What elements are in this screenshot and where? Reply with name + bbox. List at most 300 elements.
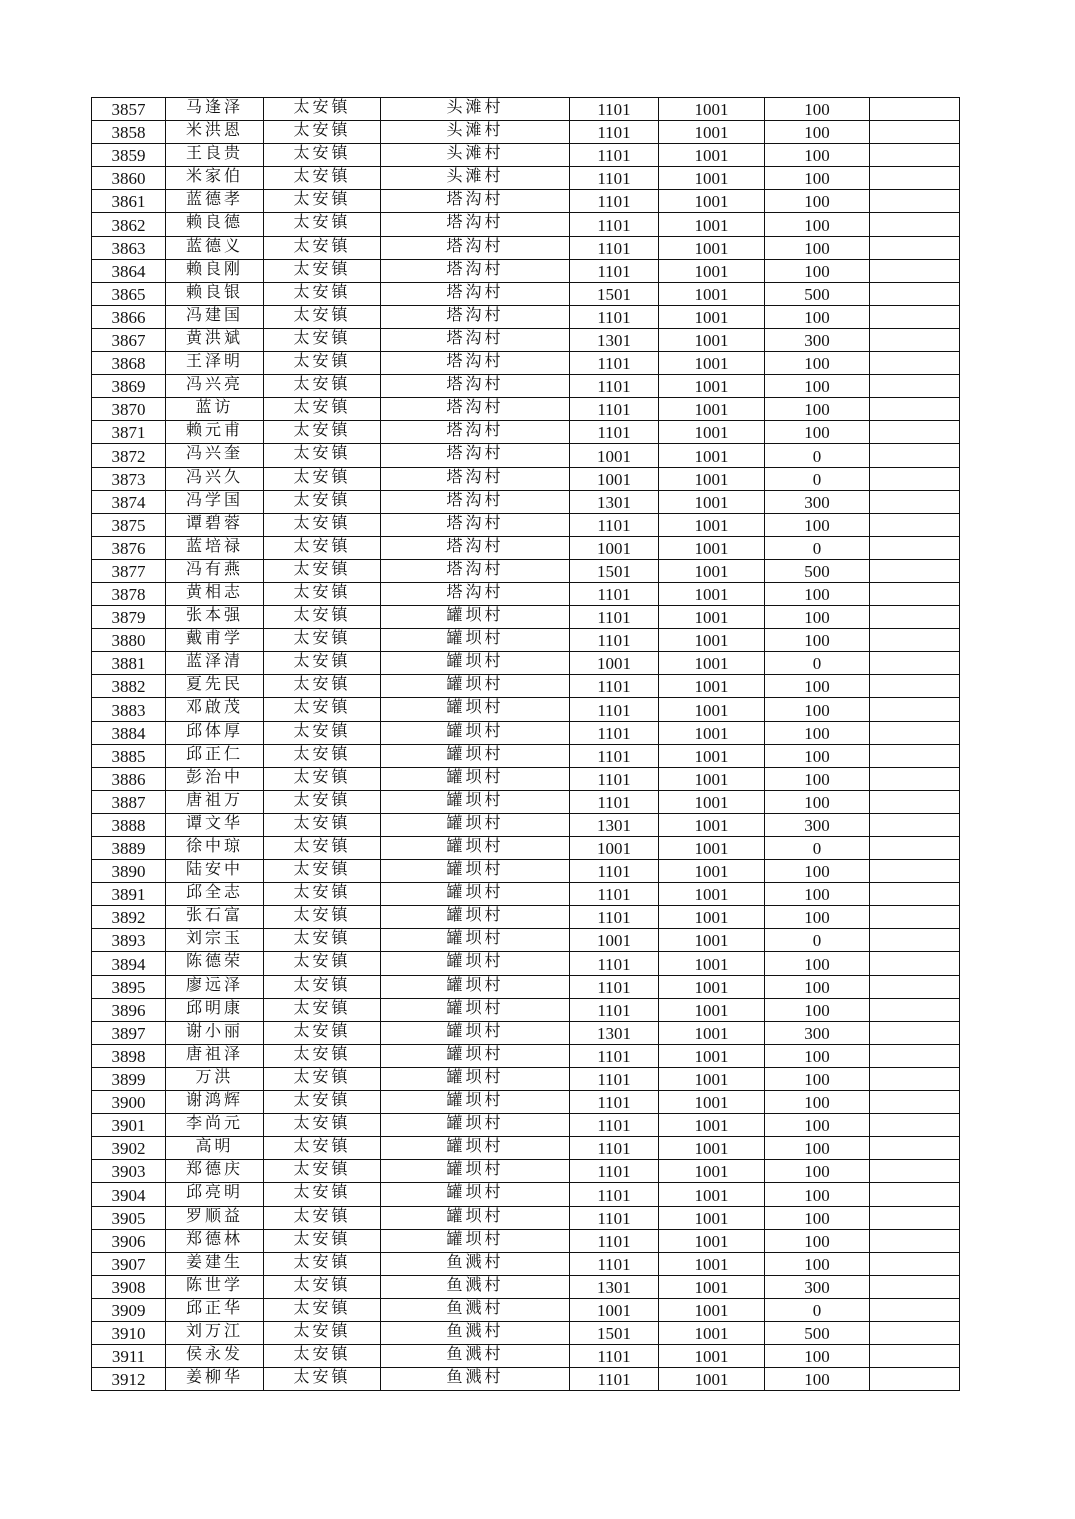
amount-cell: 0 [765,652,870,675]
code-a-cell: 1501 [570,1321,659,1344]
row-number-cell: 3871 [92,421,166,444]
remark-cell [870,121,960,144]
person-name-cell: 罗顺益 [166,1206,264,1229]
row-number-cell: 3908 [92,1275,166,1298]
table-row [92,629,960,652]
row-number-cell: 3891 [92,883,166,906]
code-a-cell: 1101 [570,883,659,906]
amount-cell: 100 [765,698,870,721]
amount-cell: 300 [765,1275,870,1298]
row-number-cell: 3909 [92,1298,166,1321]
amount-cell: 500 [765,282,870,305]
table-row [92,1183,960,1206]
amount-cell: 100 [765,1160,870,1183]
village-cell: 罐坝村 [381,1137,570,1160]
code-a-cell: 1101 [570,98,659,121]
town-cell: 太安镇 [264,721,381,744]
remark-cell [870,652,960,675]
town-cell: 太安镇 [264,998,381,1021]
person-name-cell: 陈德荣 [166,952,264,975]
row-number-cell: 3860 [92,167,166,190]
code-a-cell: 1101 [570,1044,659,1067]
town-cell: 太安镇 [264,352,381,375]
records-table [91,97,960,1391]
remark-cell [870,282,960,305]
remark-cell [870,352,960,375]
town-cell: 太安镇 [264,1321,381,1344]
remark-cell [870,1206,960,1229]
code-a-cell: 1101 [570,398,659,421]
row-number-cell: 3900 [92,1091,166,1114]
code-a-cell: 1001 [570,467,659,490]
amount-cell: 0 [765,1298,870,1321]
remark-cell [870,259,960,282]
code-a-cell: 1001 [570,1298,659,1321]
code-a-cell: 1301 [570,490,659,513]
town-cell: 太安镇 [264,282,381,305]
code-b-cell: 1001 [659,236,765,259]
person-name-cell: 赖元甫 [166,421,264,444]
remark-cell [870,1183,960,1206]
person-name-cell: 冯建国 [166,305,264,328]
row-number-cell: 3890 [92,860,166,883]
village-cell: 罐坝村 [381,1114,570,1137]
village-cell: 塔沟村 [381,421,570,444]
village-cell: 头滩村 [381,121,570,144]
table-row [92,1067,960,1090]
remark-cell [870,1114,960,1137]
village-cell: 罐坝村 [381,767,570,790]
remark-cell [870,767,960,790]
amount-cell: 100 [765,236,870,259]
person-name-cell: 唐祖万 [166,790,264,813]
village-cell: 塔沟村 [381,398,570,421]
village-cell: 塔沟村 [381,467,570,490]
table-row [92,698,960,721]
code-a-cell: 1101 [570,1114,659,1137]
village-cell: 罐坝村 [381,952,570,975]
row-number-cell: 3881 [92,652,166,675]
code-a-cell: 1301 [570,328,659,351]
code-b-cell: 1001 [659,1252,765,1275]
amount-cell: 100 [765,1345,870,1368]
row-number-cell: 3861 [92,190,166,213]
town-cell: 太安镇 [264,929,381,952]
code-b-cell: 1001 [659,328,765,351]
town-cell: 太安镇 [264,513,381,536]
table-row [92,513,960,536]
person-name-cell: 张石富 [166,906,264,929]
town-cell: 太安镇 [264,375,381,398]
person-name-cell: 张本强 [166,606,264,629]
row-number-cell: 3905 [92,1206,166,1229]
code-b-cell: 1001 [659,444,765,467]
town-cell: 太安镇 [264,1345,381,1368]
village-cell: 罐坝村 [381,652,570,675]
person-name-cell: 陈世学 [166,1275,264,1298]
code-b-cell: 1001 [659,975,765,998]
code-a-cell: 1001 [570,837,659,860]
town-cell: 太安镇 [264,1091,381,1114]
code-b-cell: 1001 [659,813,765,836]
person-name-cell: 冯有燕 [166,559,264,582]
code-b-cell: 1001 [659,421,765,444]
village-cell: 塔沟村 [381,444,570,467]
amount-cell: 100 [765,375,870,398]
row-number-cell: 3883 [92,698,166,721]
code-b-cell: 1001 [659,513,765,536]
town-cell: 太安镇 [264,328,381,351]
village-cell: 罐坝村 [381,837,570,860]
table-row [92,1091,960,1114]
town-cell: 太安镇 [264,398,381,421]
code-a-cell: 1101 [570,675,659,698]
row-number-cell: 3911 [92,1345,166,1368]
village-cell: 罐坝村 [381,1206,570,1229]
code-b-cell: 1001 [659,1114,765,1137]
amount-cell: 100 [765,883,870,906]
row-number-cell: 3887 [92,790,166,813]
row-number-cell: 3892 [92,906,166,929]
amount-cell: 100 [765,1137,870,1160]
code-b-cell: 1001 [659,213,765,236]
person-name-cell: 蓝德义 [166,236,264,259]
code-a-cell: 1101 [570,513,659,536]
code-a-cell: 1101 [570,998,659,1021]
code-b-cell: 1001 [659,767,765,790]
code-a-cell: 1101 [570,1229,659,1252]
remark-cell [870,813,960,836]
village-cell: 罐坝村 [381,813,570,836]
table-row [92,675,960,698]
table-row [92,813,960,836]
row-number-cell: 3879 [92,606,166,629]
person-name-cell: 蓝访 [166,398,264,421]
town-cell: 太安镇 [264,675,381,698]
village-cell: 罐坝村 [381,906,570,929]
person-name-cell: 夏先民 [166,675,264,698]
row-number-cell: 3863 [92,236,166,259]
table-row [92,744,960,767]
remark-cell [870,444,960,467]
code-a-cell: 1101 [570,629,659,652]
amount-cell: 100 [765,906,870,929]
code-b-cell: 1001 [659,375,765,398]
row-number-cell: 3888 [92,813,166,836]
table-row [92,1206,960,1229]
code-b-cell: 1001 [659,1368,765,1391]
village-cell: 塔沟村 [381,536,570,559]
amount-cell: 100 [765,513,870,536]
village-cell: 塔沟村 [381,190,570,213]
code-b-cell: 1001 [659,352,765,375]
row-number-cell: 3894 [92,952,166,975]
town-cell: 太安镇 [264,1160,381,1183]
row-number-cell: 3907 [92,1252,166,1275]
code-a-cell: 1101 [570,352,659,375]
row-number-cell: 3870 [92,398,166,421]
row-number-cell: 3886 [92,767,166,790]
amount-cell: 0 [765,837,870,860]
amount-cell: 500 [765,1321,870,1344]
amount-cell: 100 [765,675,870,698]
town-cell: 太安镇 [264,1298,381,1321]
code-b-cell: 1001 [659,721,765,744]
row-number-cell: 3866 [92,305,166,328]
code-b-cell: 1001 [659,305,765,328]
code-b-cell: 1001 [659,1021,765,1044]
table-row [92,1229,960,1252]
amount-cell: 0 [765,467,870,490]
row-number-cell: 3878 [92,582,166,605]
row-number-cell: 3897 [92,1021,166,1044]
village-cell: 塔沟村 [381,236,570,259]
village-cell: 塔沟村 [381,490,570,513]
village-cell: 罐坝村 [381,1160,570,1183]
person-name-cell: 廖远泽 [166,975,264,998]
row-number-cell: 3893 [92,929,166,952]
amount-cell: 100 [765,1091,870,1114]
remark-cell [870,860,960,883]
person-name-cell: 王泽明 [166,352,264,375]
code-a-cell: 1101 [570,375,659,398]
table-row [92,582,960,605]
village-cell: 罐坝村 [381,975,570,998]
remark-cell [870,998,960,1021]
town-cell: 太安镇 [264,1206,381,1229]
table-body [92,98,960,1391]
remark-cell [870,1044,960,1067]
amount-cell: 100 [765,1114,870,1137]
code-b-cell: 1001 [659,190,765,213]
code-a-cell: 1101 [570,421,659,444]
row-number-cell: 3876 [92,536,166,559]
town-cell: 太安镇 [264,490,381,513]
amount-cell: 100 [765,1206,870,1229]
town-cell: 太安镇 [264,975,381,998]
person-name-cell: 邱全志 [166,883,264,906]
code-a-cell: 1001 [570,444,659,467]
code-a-cell: 1101 [570,744,659,767]
remark-cell [870,398,960,421]
village-cell: 鱼溅村 [381,1275,570,1298]
code-a-cell: 1101 [570,1252,659,1275]
code-a-cell: 1101 [570,1067,659,1090]
remark-cell [870,490,960,513]
person-name-cell: 蓝培禄 [166,536,264,559]
remark-cell [870,883,960,906]
village-cell: 塔沟村 [381,513,570,536]
remark-cell [870,1091,960,1114]
row-number-cell: 3867 [92,328,166,351]
table-row [92,559,960,582]
code-a-cell: 1101 [570,144,659,167]
code-b-cell: 1001 [659,906,765,929]
town-cell: 太安镇 [264,1114,381,1137]
code-a-cell: 1101 [570,952,659,975]
code-a-cell: 1101 [570,582,659,605]
village-cell: 鱼溅村 [381,1345,570,1368]
person-name-cell: 谢鸿辉 [166,1091,264,1114]
village-cell: 头滩村 [381,144,570,167]
code-b-cell: 1001 [659,98,765,121]
village-cell: 鱼溅村 [381,1368,570,1391]
code-b-cell: 1001 [659,121,765,144]
person-name-cell: 蓝泽清 [166,652,264,675]
village-cell: 罐坝村 [381,698,570,721]
code-b-cell: 1001 [659,998,765,1021]
village-cell: 罐坝村 [381,883,570,906]
row-number-cell: 3880 [92,629,166,652]
table-row [92,190,960,213]
table-row [92,929,960,952]
town-cell: 太安镇 [264,1067,381,1090]
table-row [92,144,960,167]
code-b-cell: 1001 [659,883,765,906]
code-a-cell: 1101 [570,606,659,629]
row-number-cell: 3864 [92,259,166,282]
row-number-cell: 3859 [92,144,166,167]
table-row [92,259,960,282]
code-b-cell: 1001 [659,652,765,675]
town-cell: 太安镇 [264,698,381,721]
village-cell: 罐坝村 [381,629,570,652]
remark-cell [870,1252,960,1275]
code-b-cell: 1001 [659,490,765,513]
person-name-cell: 刘万江 [166,1321,264,1344]
person-name-cell: 黄相志 [166,582,264,605]
row-number-cell: 3896 [92,998,166,1021]
remark-cell [870,582,960,605]
code-a-cell: 1101 [570,698,659,721]
row-number-cell: 3875 [92,513,166,536]
code-a-cell: 1101 [570,1160,659,1183]
remark-cell [870,1275,960,1298]
town-cell: 太安镇 [264,236,381,259]
row-number-cell: 3862 [92,213,166,236]
person-name-cell: 谭文华 [166,813,264,836]
row-number-cell: 3910 [92,1321,166,1344]
town-cell: 太安镇 [264,629,381,652]
village-cell: 塔沟村 [381,305,570,328]
amount-cell: 300 [765,1021,870,1044]
code-a-cell: 1101 [570,259,659,282]
code-a-cell: 1101 [570,167,659,190]
remark-cell [870,1067,960,1090]
table-row [92,790,960,813]
table-row [92,860,960,883]
person-name-cell: 邓啟茂 [166,698,264,721]
code-b-cell: 1001 [659,1044,765,1067]
table-row [92,490,960,513]
row-number-cell: 3895 [92,975,166,998]
town-cell: 太安镇 [264,1275,381,1298]
code-b-cell: 1001 [659,167,765,190]
table-row [92,952,960,975]
table-row [92,328,960,351]
amount-cell: 100 [765,1183,870,1206]
village-cell: 罐坝村 [381,1021,570,1044]
table-row [92,1160,960,1183]
row-number-cell: 3901 [92,1114,166,1137]
row-number-cell: 3885 [92,744,166,767]
town-cell: 太安镇 [264,167,381,190]
town-cell: 太安镇 [264,744,381,767]
village-cell: 罐坝村 [381,744,570,767]
village-cell: 罐坝村 [381,1091,570,1114]
person-name-cell: 郑德林 [166,1229,264,1252]
code-b-cell: 1001 [659,559,765,582]
village-cell: 塔沟村 [381,282,570,305]
town-cell: 太安镇 [264,467,381,490]
table-row [92,398,960,421]
code-a-cell: 1101 [570,1206,659,1229]
row-number-cell: 3858 [92,121,166,144]
person-name-cell: 郑德庆 [166,1160,264,1183]
amount-cell: 100 [765,190,870,213]
row-number-cell: 3868 [92,352,166,375]
remark-cell [870,467,960,490]
town-cell: 太安镇 [264,582,381,605]
code-b-cell: 1001 [659,952,765,975]
row-number-cell: 3902 [92,1137,166,1160]
amount-cell: 100 [765,98,870,121]
code-b-cell: 1001 [659,1298,765,1321]
town-cell: 太安镇 [264,837,381,860]
person-name-cell: 谭碧蓉 [166,513,264,536]
table-row [92,352,960,375]
remark-cell [870,929,960,952]
amount-cell: 100 [765,305,870,328]
person-name-cell: 万洪 [166,1067,264,1090]
table-row [92,375,960,398]
amount-cell: 0 [765,536,870,559]
village-cell: 罐坝村 [381,675,570,698]
village-cell: 罐坝村 [381,860,570,883]
row-number-cell: 3906 [92,1229,166,1252]
village-cell: 塔沟村 [381,375,570,398]
remark-cell [870,975,960,998]
amount-cell: 100 [765,352,870,375]
person-name-cell: 谢小丽 [166,1021,264,1044]
code-a-cell: 1101 [570,975,659,998]
table-row [92,767,960,790]
person-name-cell: 冯兴久 [166,467,264,490]
code-b-cell: 1001 [659,698,765,721]
remark-cell [870,837,960,860]
person-name-cell: 冯学国 [166,490,264,513]
code-b-cell: 1001 [659,1137,765,1160]
town-cell: 太安镇 [264,767,381,790]
code-a-cell: 1001 [570,652,659,675]
code-a-cell: 1101 [570,1345,659,1368]
code-b-cell: 1001 [659,1345,765,1368]
amount-cell: 100 [765,582,870,605]
town-cell: 太安镇 [264,213,381,236]
town-cell: 太安镇 [264,1368,381,1391]
town-cell: 太安镇 [264,906,381,929]
code-b-cell: 1001 [659,144,765,167]
remark-cell [870,1321,960,1344]
person-name-cell: 唐祖泽 [166,1044,264,1067]
town-cell: 太安镇 [264,259,381,282]
person-name-cell: 徐中琼 [166,837,264,860]
remark-cell [870,1345,960,1368]
code-a-cell: 1101 [570,190,659,213]
code-a-cell: 1101 [570,860,659,883]
village-cell: 头滩村 [381,98,570,121]
amount-cell: 100 [765,421,870,444]
